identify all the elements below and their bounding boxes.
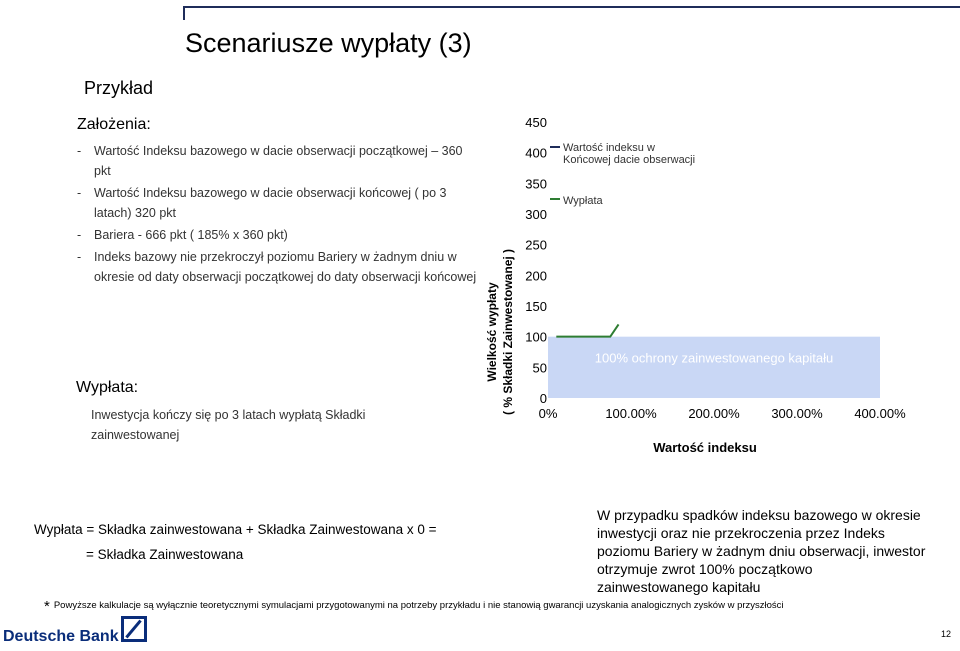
bullet-dash: - [77,250,82,264]
y-axis-label: Wielkość wypłaty [485,282,499,382]
bullet-dash: - [77,228,82,242]
y-tick-label: 100 [525,329,547,345]
header-rule [183,6,960,20]
x-tick-label: 400.00% [854,406,906,421]
series-line-payout [556,324,618,336]
y-tick-label: 450 [525,115,547,130]
y-tick-label: 200 [525,268,547,284]
footnote-star: * [44,598,50,615]
x-axis-label: Wartość indeksu [653,440,757,455]
page-number: 12 [941,629,952,639]
legend-label-payout: Wypłata [563,195,603,207]
assumption-item [77,141,477,181]
x-tick-label: 100.00% [605,406,657,421]
assumptions-list [77,141,477,289]
y-tick-label: 250 [525,237,547,253]
deutsche-bank-logo-icon [121,616,147,642]
assumption-item [77,247,477,287]
legend-label-index: Wartość indeksu w Końcowej dacie obserwacji [563,142,696,166]
formula-line-1: Wypłata = Składka zainwestowana + Składka Zainwestowana x 0 = [34,522,437,537]
band-label: 100% ochrony zainwestowanego kapitału [594,350,834,366]
protection-band [548,337,880,398]
assumption-item [77,183,477,223]
payout-heading: Wypłata: [76,379,139,396]
y-tick-label: 0 [539,391,547,406]
assumption-text: Bariera - 666 pkt ( 185% x 360 pkt) [94,228,288,242]
x-tick-label: 0% [538,406,558,421]
brand-name: Deutsche Bank [3,628,119,645]
y-tick-label: 150 [525,299,547,314]
assumption-text: Wartość Indeksu bazowego w dacie obserwacji końcowej ( po 3 latach) 320 pkt [94,186,447,220]
slide-subtitle: Przykład [84,78,154,98]
formula-line-2: = Składka Zainwestowana [86,547,244,562]
slide-title: Scenariusze wypłaty (3) [185,28,472,58]
y-axis-label-2: ( % Składki Zainwestowanej ) [501,248,515,416]
payout-chart [470,100,960,470]
assumptions-heading: Założenia: [77,116,151,133]
y-tick-label: 50 [532,360,547,376]
legend [550,142,695,207]
assumption-item [77,225,477,245]
bullet-dash: - [77,186,82,200]
payout-text: Inwestycja kończy się po 3 latach wypłatą Składki zainwestowanej [91,408,366,442]
bullet-dash: - [77,144,82,158]
explanation-note: W przypadku spadków indeksu bazowego w okresie inwestycji oraz nie przekroczenia przez Indeks poziomu Bariery w żadnym dniu obserwacji, inwestor otrzymuje zwrot 100% początkowo zainwestowanego kapitału [597,507,926,595]
assumption-text: Wartość Indeksu bazowego w dacie obserwacji początkowej – 360 pkt [94,144,463,178]
x-tick-label: 200.00% [688,406,740,421]
y-tick-label: 300 [525,207,547,222]
footnote [44,598,784,615]
assumption-text: Indeks bazowy nie przekroczył poziomu Bariery w żadnym dniu w okresie od daty obserwacji początkowej do daty obserwacji końcowej [94,250,477,284]
y-tick-label: 350 [525,176,547,192]
x-tick-label: 300.00% [771,406,823,421]
footnote-text: Powyższe kalkulacje są wyłącznie teoretycznymi symulacjami przygotowanymi na potrzeby przykładu i nie stanowią gwarancji uzyskania analogicznych zysków w przyszłości [53,600,784,611]
y-tick-label: 400 [525,145,547,161]
